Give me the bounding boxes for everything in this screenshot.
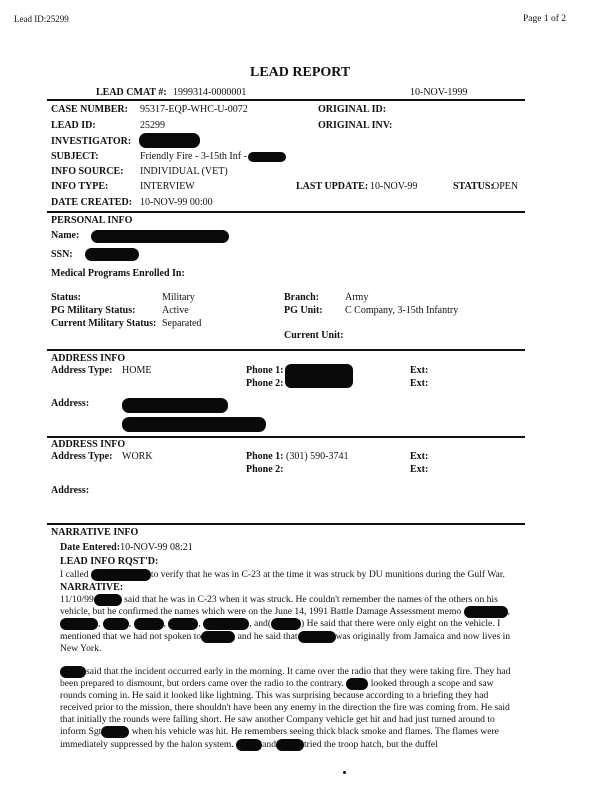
redaction (101, 726, 129, 738)
redaction (236, 739, 262, 751)
original-id-label: ORIGINAL ID: (318, 104, 387, 115)
redaction (464, 606, 508, 618)
cmat-label: LEAD CMAT #: (96, 87, 167, 98)
pg-military-status-label: PG Military Status: (51, 305, 136, 316)
subject-value: Friendly Fire - 3-15th Inf - (140, 151, 286, 162)
pg-unit-value: C Company, 3-15th Infantry (345, 305, 459, 316)
redaction (271, 618, 301, 630)
narrative-label: NARRATIVE: (60, 582, 124, 593)
redaction (91, 230, 229, 243)
phone1-label-2: Phone 1: (246, 451, 284, 462)
status-field-value: Military (162, 292, 195, 303)
address-info-heading: ADDRESS INFO (51, 353, 126, 364)
top-divider (47, 99, 525, 101)
divider (47, 211, 525, 213)
lead-info-request-text: I called to verify that he was in C-23 at the time it was struck by DU munitions during the Gulf War. (60, 569, 505, 581)
lead-id-label: LEAD ID: (51, 120, 96, 131)
case-number-value: 95317-EQP-WHC-U-0072 (140, 104, 248, 115)
current-military-status-label: Current Military Status: (51, 318, 157, 329)
lead-info-rqstd-label: LEAD INFO RQST'D: (60, 556, 159, 567)
status-value: OPEN (492, 181, 519, 192)
redaction (201, 631, 235, 643)
address-type-value-2: WORK (122, 451, 153, 462)
address-label-2: Address: (51, 485, 90, 496)
narrative-paragraph-2: said that the incident occurred early in the morning. It came over the radio that they were taking fire. They had been prepared to dismount, but orders came over the radio to the contrary. looked through a scope and saw rounds coming in. He said it looked like lightning. This was surprising because according to a briefing they had received prior to the mission, there shouldn't have been any enemy in the direction the fire was coming from. He said that initially the rounds were falling short. He saw another Company vehicle get hit and had just turned around to inform Sgt when his vehicle was hit. He remembers seeing thick black smoke and flames. The flames were immediately suppressed by the halon system. and tried the troop hatch, but the duffel (60, 666, 511, 750)
date-entered: Date Entered:10-NOV-99 08:21 (60, 542, 193, 553)
redaction (203, 618, 249, 630)
divider (47, 523, 525, 525)
last-update-value: 10-NOV-99 (370, 181, 418, 192)
branch-label: Branch: (284, 292, 319, 303)
redaction (248, 152, 286, 162)
address-info-heading-2: ADDRESS INFO (51, 439, 126, 450)
redaction (122, 417, 266, 432)
pg-unit-label: PG Unit: (284, 305, 323, 316)
redaction (285, 364, 353, 388)
phone2-label-2: Phone 2: (246, 464, 284, 475)
status-label: STATUS: (453, 181, 494, 192)
redaction (60, 666, 86, 678)
subject-label: SUBJECT: (51, 151, 99, 162)
case-number-label: CASE NUMBER: (51, 104, 128, 115)
redaction (103, 618, 129, 630)
address-type-label: Address Type: (51, 365, 113, 376)
address-type-label-2: Address Type: (51, 451, 113, 462)
redaction (60, 618, 98, 630)
redaction (91, 569, 151, 581)
ext2-label-2: Ext: (410, 464, 429, 475)
address-type-value: HOME (122, 365, 152, 376)
phone2-label: Phone 2: (246, 378, 284, 389)
personal-info-heading: PERSONAL INFO (51, 215, 133, 226)
phone1-value-2: (301) 590-3741 (286, 451, 349, 462)
header-page-number: Page 1 of 2 (523, 14, 567, 24)
redaction (134, 618, 164, 630)
info-type-label: INFO TYPE: (51, 181, 109, 192)
info-source-label: INFO SOURCE: (51, 166, 124, 177)
current-unit-label: Current Unit: (284, 330, 344, 341)
redaction (276, 739, 304, 751)
medical-programs-label: Medical Programs Enrolled In: (51, 268, 185, 279)
redaction (94, 594, 122, 606)
redaction (85, 248, 139, 261)
ext2-label: Ext: (410, 378, 429, 389)
original-inv-label: ORIGINAL INV: (318, 120, 393, 131)
current-military-status-value: Separated (162, 318, 202, 329)
status-field-label: Status: (51, 292, 82, 303)
date-created-value: 10-NOV-99 00:00 (140, 197, 213, 208)
branch-value: Army (345, 292, 369, 303)
info-type-value: INTERVIEW (140, 181, 195, 192)
redaction (139, 133, 200, 148)
pg-military-status-value: Active (162, 305, 189, 316)
header-lead-id: Lead ID:25299 (14, 14, 69, 24)
phone1-label: Phone 1: (246, 365, 284, 376)
ext1-label: Ext: (410, 365, 429, 376)
redaction (346, 678, 368, 690)
narrative-info-heading: NARRATIVE INFO (51, 527, 139, 538)
name-label: Name: (51, 230, 80, 241)
redaction (298, 631, 336, 643)
ext1-label-2: Ext: (410, 451, 429, 462)
info-source-value: INDIVIDUAL (VET) (140, 166, 228, 177)
divider (47, 349, 525, 351)
cmat-value: 1999314-0000001 (173, 87, 247, 98)
cmat-date: 10-NOV-1999 (410, 87, 468, 98)
divider (47, 436, 525, 438)
investigator-label: INVESTIGATOR: (51, 136, 132, 147)
redaction (122, 398, 228, 413)
ssn-label: SSN: (51, 249, 73, 260)
narrative-paragraph-1: 11/10/99 said that he was in C-23 when it was struck. He couldn't remember the names of the others on his vehicle, but he confirmed the names which were on the June 14, 1991 Battle Damage Assessment memo , , , , , , and( ) He said that there were only eight on the vehicle. I mentioned that we had not spoken to and he said that was originally from Jamaica and now lives in New York. (60, 594, 511, 654)
date-created-label: DATE CREATED: (51, 197, 133, 208)
redaction (168, 618, 198, 630)
last-update-label: LAST UPDATE: (296, 181, 369, 192)
scan-speck (343, 771, 346, 774)
page-title: LEAD REPORT (250, 65, 351, 80)
lead-id-value: 25299 (140, 120, 165, 131)
address-label: Address: (51, 398, 90, 409)
